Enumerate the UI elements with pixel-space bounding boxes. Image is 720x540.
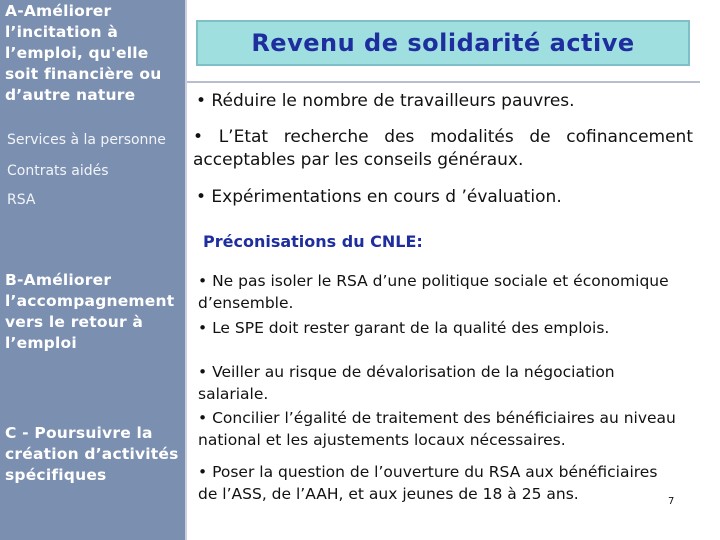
page-number: 7 bbox=[668, 496, 675, 507]
bullet-line: national et les ajustements locaux nécessaires. bbox=[198, 431, 566, 449]
bullet-spe bbox=[198, 317, 703, 339]
bullet-line: • Concilier l’égalité de traitement des bénéficiaires au niveau bbox=[198, 409, 676, 427]
bullet-line: d’ensemble. bbox=[198, 294, 294, 312]
heading-a-line: soit financière ou bbox=[5, 65, 162, 83]
page-title: Revenu de solidarité active bbox=[251, 29, 635, 57]
heading-a-line: A-Améliorer bbox=[5, 2, 112, 20]
bullet-experimentations bbox=[196, 186, 696, 209]
sidebar-item-rsa: RSA bbox=[7, 192, 36, 208]
sidebar-heading-a bbox=[5, 1, 161, 106]
heading-b-line: vers le retour à bbox=[5, 313, 144, 331]
heading-b-line: l’emploi bbox=[5, 334, 77, 352]
heading-b-line: l’accompagnement bbox=[5, 292, 175, 310]
bullet-concilier bbox=[198, 407, 708, 451]
bullet-isoler bbox=[198, 270, 703, 314]
section-title-preconisations: Préconisations du CNLE: bbox=[203, 232, 423, 251]
bullet-line: • Expérimentations en cours d ’évaluation. bbox=[196, 187, 562, 207]
bullet-poser bbox=[198, 461, 703, 505]
heading-b-line: B-Améliorer bbox=[5, 271, 112, 289]
sidebar-panel bbox=[0, 0, 185, 540]
bullet-line: • Le SPE doit rester garant de la qualité des emplois. bbox=[198, 319, 610, 337]
bullet-veiller bbox=[198, 361, 703, 405]
heading-a-line: d’autre nature bbox=[5, 86, 136, 104]
sidebar-heading-c bbox=[5, 423, 179, 486]
bullet-line: salariale. bbox=[198, 385, 269, 403]
bullet-line: • Réduire le nombre de travailleurs pauvres. bbox=[196, 91, 575, 111]
heading-c-line: C - Poursuivre la bbox=[5, 424, 153, 442]
heading-a-line: l’emploi, qu'elle bbox=[5, 44, 149, 62]
bullet-line: • Veiller au risque de dévalorisation de la négociation bbox=[198, 363, 615, 381]
sidebar-item-contrats: Contrats aidés bbox=[7, 163, 109, 179]
bullet-line: de l’ASS, de l’AAH, et aux jeunes de 18 à 25 ans. bbox=[198, 485, 579, 503]
sidebar-item-services: Services à la personne bbox=[7, 132, 166, 148]
sidebar-heading-b bbox=[5, 270, 174, 354]
bullet-line: • Ne pas isoler le RSA d’une politique sociale et économique bbox=[198, 272, 669, 290]
bullet-etat bbox=[193, 126, 693, 172]
title-underline bbox=[187, 81, 700, 83]
bullet-line: • Poser la question de l’ouverture du RSA aux bénéficiaires bbox=[198, 463, 658, 481]
bullet-reduire bbox=[196, 90, 696, 113]
heading-a-line: l’incitation à bbox=[5, 23, 118, 41]
title-box bbox=[196, 20, 690, 66]
heading-c-line: spécifiques bbox=[5, 466, 107, 484]
heading-c-line: création d’activités bbox=[5, 445, 179, 463]
bullet-line: • L’Etat recherche des modalités de cofinancement bbox=[193, 127, 693, 147]
bullet-line: acceptables par les conseils généraux. bbox=[193, 150, 524, 170]
